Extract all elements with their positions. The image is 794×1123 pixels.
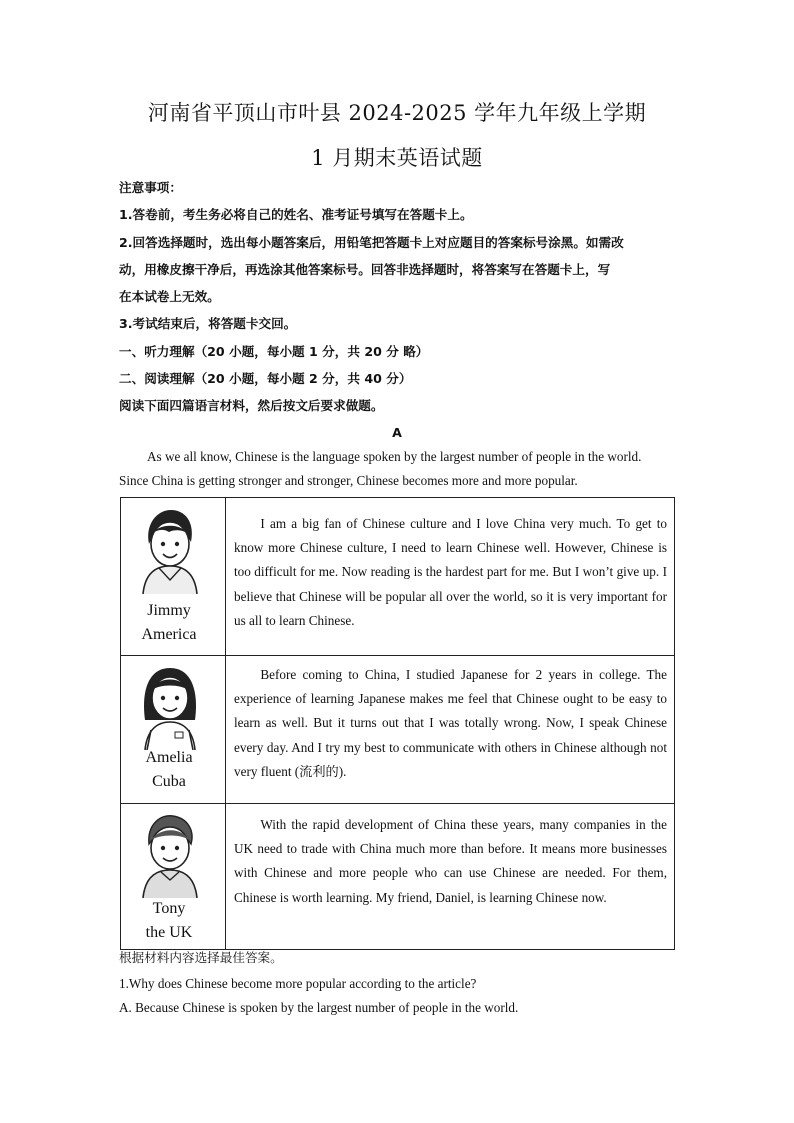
speaker-country: America (141, 626, 197, 643)
table-row (121, 804, 675, 950)
jimmy-portrait-icon (135, 504, 205, 594)
speaker-text: With the rapid development of China these years, many companies in the UK need to trade with China much more than before. It means more businesses with Chinese and more people who can use Chinese are needed. For them, Chinese is worth learning. My friend, Daniel, is learning Chinese now. (234, 817, 667, 905)
question-1: 1.Why does Chinese become more popular according to the article? (119, 976, 477, 991)
note-item-2-line2: 动，用橡皮擦干净后，再选涂其他答案标号。回答非选择题时，将答案写在答题卡上，写 (119, 262, 611, 277)
questions-instruction: 根据材料内容选择最佳答案。 (119, 950, 283, 965)
exam-title-line1: 河南省平顶山市叶县 2024-2025 学年九年级上学期 (147, 101, 647, 125)
question-1-option-a: A. Because Chinese is spoken by the largest number of people in the world. (119, 1000, 519, 1015)
speaker-text-cell (226, 656, 675, 804)
speaker-portrait-cell (121, 656, 226, 804)
exam-title-line2: 1 月期末英语试题 (311, 146, 483, 170)
tony-portrait-icon (135, 808, 205, 898)
note-item-3: 3.考试结束后，将答题卡交回。 (119, 316, 297, 331)
table-row (121, 498, 675, 656)
note-item-2-line1: 2.回答选择题时，选出每小题答案后，用铅笔把答题卡上对应题目的答案标号涂黑。如需改 (119, 235, 624, 250)
speaker-portrait-cell (121, 804, 226, 950)
speaker-portrait-cell (121, 498, 226, 656)
reading-instruction: 阅读下面四篇语言材料，然后按文后要求做题。 (119, 398, 384, 413)
speaker-text: I am a big fan of Chinese culture and I love China very much. To get to know more Chinese culture, I need to learn Chinese well. However, Chinese is too difficult for me. Now reading is the hardest part for me. But I won’t give up. I believe that Chinese will be popular all over the world, so it is very important for us all to learn Chinese. (234, 516, 667, 628)
speakers-table (120, 497, 675, 950)
table-row (121, 656, 675, 804)
amelia-portrait-icon (135, 660, 205, 750)
speaker-text: Before coming to China, I studied Japanese for 2 years in college. The experience of learning Japanese makes me feel that Chinese ought to be easy to learn as well. But it turns out that I was totally wrong. Now, I speak Chinese every day. And I try my best to communicate with others in Chinese although not very fluent (流利的). (234, 667, 667, 779)
speaker-name: Tony (152, 900, 186, 917)
speaker-name: Amelia (145, 749, 193, 766)
passage-intro-line2: Since China is getting stronger and stronger, Chinese becomes more and more popular. (119, 473, 578, 488)
note-item-2-line3: 在本试卷上无效。 (119, 289, 220, 304)
speaker-country: Cuba (152, 773, 186, 790)
section-reading: 二、阅读理解（20 小题，每小题 2 分，共 40 分） (119, 371, 412, 386)
speaker-country: the UK (145, 924, 193, 941)
notes-heading: 注意事项： (119, 180, 182, 195)
note-item-1: 1.答卷前，考生务必将自己的姓名、准考证号填写在答题卡上。 (119, 207, 473, 222)
speaker-name: Jimmy (147, 602, 191, 619)
passage-label: A (392, 425, 402, 440)
section-listening: 一、听力理解（20 小题，每小题 1 分，共 20 分 略） (119, 344, 429, 359)
speaker-text-cell (226, 498, 675, 656)
passage-intro-line1: As we all know, Chinese is the language spoken by the largest number of people in the world. (147, 449, 642, 464)
speaker-text-cell (226, 804, 675, 950)
